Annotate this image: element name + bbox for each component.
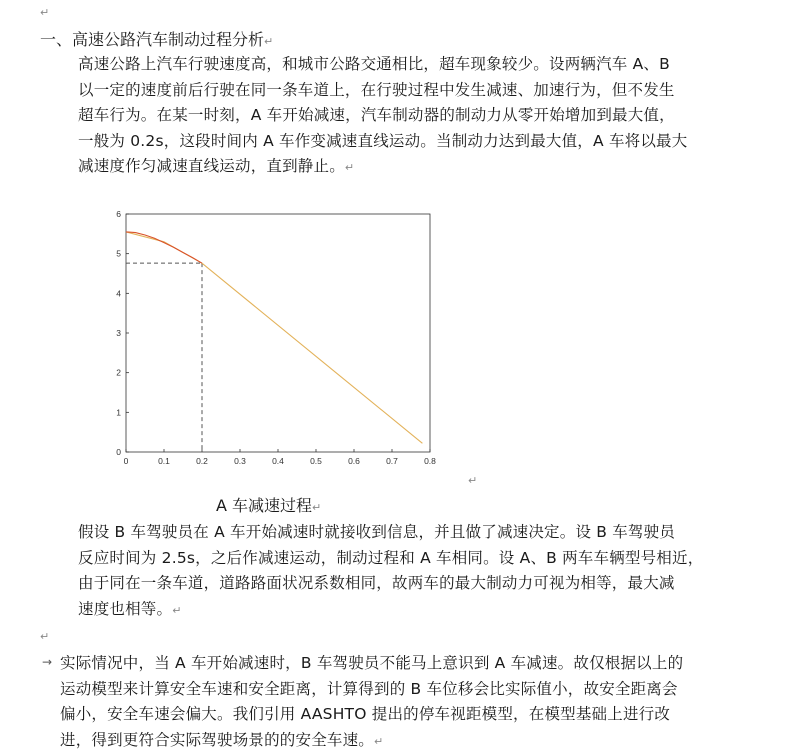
paragraph-braking-intro	[78, 52, 738, 181]
section-heading: 一、高速公路汽车制动过程分析↵	[40, 28, 273, 54]
y-tick-label: 2	[116, 368, 121, 378]
paragraph-mark: ↵	[40, 6, 49, 20]
paragraph-aashto	[60, 651, 740, 754]
text-line: 超车行为。在某一时刻，A 车开始减速，汽车制动器的制动力从零开始增加到最大值，	[78, 103, 738, 129]
x-tick-label: 0	[124, 456, 129, 466]
x-tick-label: 0.1	[158, 456, 170, 466]
paragraph-driver-b	[78, 520, 738, 623]
text-line: 假设 B 车驾驶员在 A 车开始减速时就接收到信息，并且做了减速决定。设 B 车驾驶员	[78, 520, 738, 546]
y-tick-label: 5	[116, 249, 121, 259]
deceleration-chart	[100, 202, 440, 472]
text-line: 偏小，安全车速会偏大。我们引用 AASHTO 提出的停车视距模型，在模型基础上进行改	[60, 702, 740, 728]
x-tick-label: 0.5	[310, 456, 322, 466]
paragraph-mark: ↵	[468, 474, 477, 488]
y-tick-label: 3	[116, 328, 121, 338]
text-line: 由于同在一条车道，道路路面状况系数相同，故两车的最大制动力可视为相等，最大减	[78, 571, 738, 597]
y-tick-label: 0	[116, 447, 121, 457]
text-line: 一般为 0.2s，这段时间内 A 车作变减速直线运动。当制动力达到最大值，A 车将以最大	[78, 129, 738, 155]
figure-caption: A 车减速过程↵	[216, 495, 321, 519]
text-line: 进，得到更符合实际驾驶场景的的安全车速。↵	[60, 728, 740, 754]
y-tick-label: 6	[116, 209, 121, 219]
y-tick-label: 1	[116, 407, 121, 417]
paragraph-mark: ↵	[40, 630, 49, 644]
x-tick-label: 0.4	[272, 456, 284, 466]
x-tick-label: 0.6	[348, 456, 360, 466]
text-line: 高速公路上汽车行驶速度高，和城市公路交通相比，超车现象较少。设两辆汽车 A、B	[78, 52, 738, 78]
x-tick-label: 0.7	[386, 456, 398, 466]
y-tick-label: 4	[116, 288, 121, 298]
text-line: 运动模型来计算安全车速和安全距离，计算得到的 B 车位移会比实际值小，故安全距离会	[60, 677, 740, 703]
text-line: 减速度作匀减速直线运动，直到静止。↵	[78, 154, 738, 181]
x-tick-label: 0.3	[234, 456, 246, 466]
text-line: 以一定的速度前后行驶在同一条车道上，在行驶过程中发生减速、加速行为，但不发生	[78, 78, 738, 104]
deceleration-figure	[100, 202, 440, 476]
x-tick-label: 0.2	[196, 456, 208, 466]
text-line: 速度也相等。↵	[78, 597, 738, 624]
arrow-bullet-icon: →	[42, 655, 52, 669]
x-tick-label: 0.8	[424, 456, 436, 466]
plot-frame	[126, 214, 430, 452]
text-line: 反应时间为 2.5s，之后作减速运动，制动过程和 A 车相同。设 A、B 两车车辆型号相近，	[78, 546, 738, 572]
text-line: 实际情况中，当 A 车开始减速时，B 车驾驶员不能马上意识到 A 车减速。故仅根据以上的	[60, 651, 740, 677]
